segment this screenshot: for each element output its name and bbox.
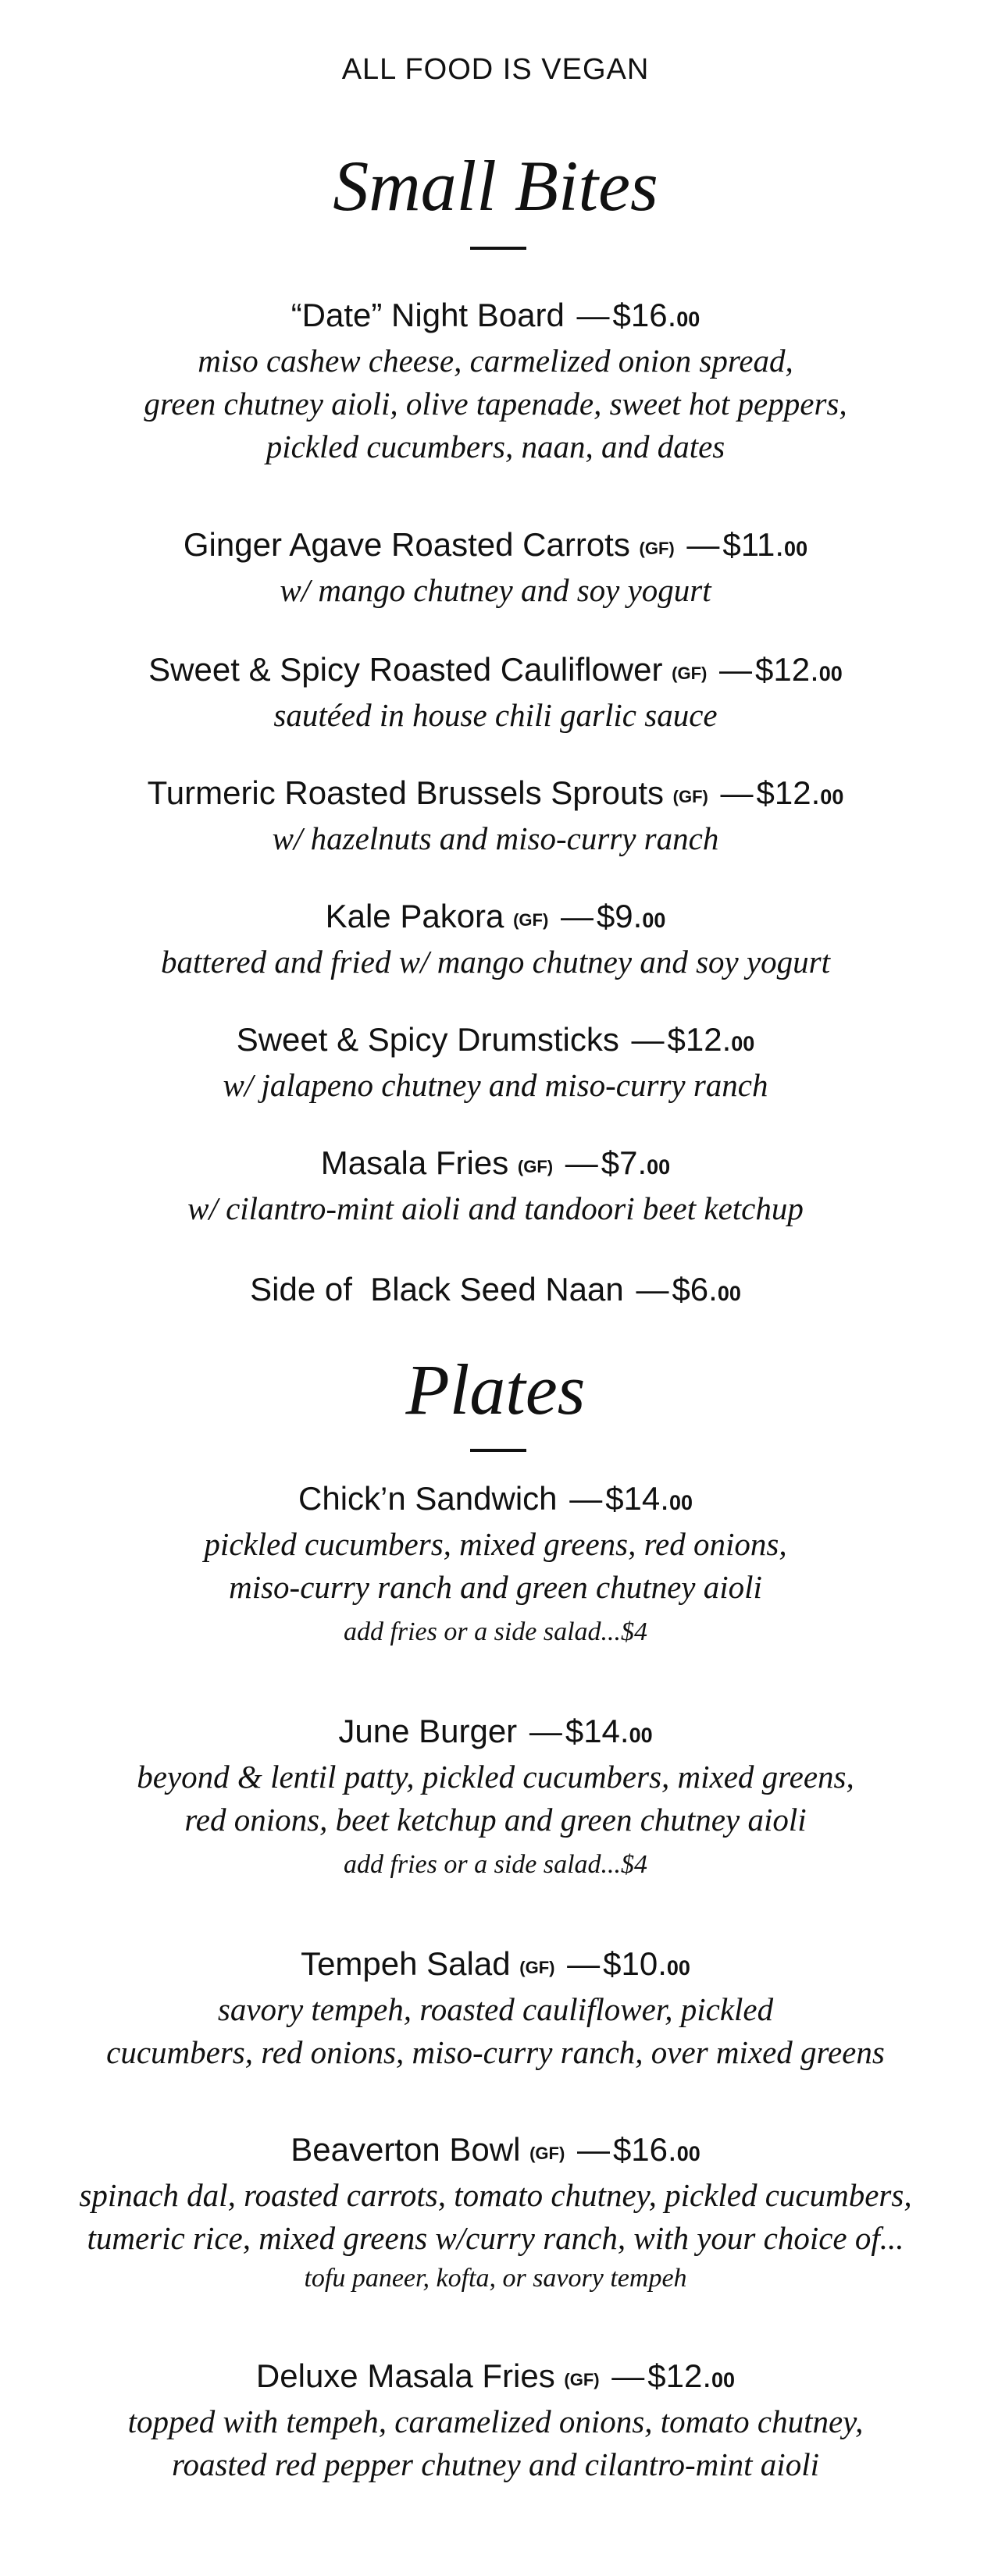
menu-item-kale-pakora [0,896,991,984]
item-price: $14. [565,1713,629,1749]
item-price-cents: 00 [818,662,843,685]
item-description-line: sautéed in house chili garlic sauce [273,697,718,733]
item-protein-choices: tofu paneer, kofta, or savory tempeh [304,2264,687,2293]
item-dash: — [611,2357,645,2394]
item-name: Tempeh Salad [301,1945,511,1982]
item-name: Masala Fries [320,1144,509,1181]
item-price-cents: 00 [676,308,700,331]
item-price: $7. [601,1144,647,1181]
gluten-free-tag: (GF) [672,664,708,683]
item-dash: — [720,774,754,811]
item-dash: — [560,898,594,934]
item-dash: — [569,1480,603,1517]
item-price: $16. [612,297,677,333]
item-description-line: roasted red pepper chutney and cilantro-mint aioli [172,2446,819,2482]
item-dash: — [576,2131,610,2168]
item-description-line: beyond & lentil patty, pickled cucumbers, mixed greens, [137,1759,854,1795]
item-description-line: w/ jalapeno chutney and miso-curry ranch [223,1067,768,1103]
item-price-cents: 00 [668,1491,693,1514]
item-price-cents: 00 [731,1032,755,1055]
item-price: $12. [756,774,821,811]
item-description-line: pickled cucumbers, mixed greens, red onions, [204,1526,787,1562]
item-price-cents: 00 [642,909,666,932]
item-description-line: w/ cilantro-mint aioli and tandoori beet ketchup [187,1190,804,1226]
menu-item-beaverton-bowl [0,2129,991,2297]
item-heading [0,2129,991,2174]
item-dash: — [565,1144,598,1181]
item-price-cents: 00 [711,2368,736,2392]
menu-item-sweet-spicy-drumsticks [0,1019,991,1107]
item-price-cents: 00 [784,537,808,560]
item-description-line: pickled cucumbers, naan, and dates [266,429,725,464]
menu-item-june-burger [0,1711,991,1884]
item-heading [0,1711,991,1756]
item-heading [0,295,991,340]
menu-item-side-of-black-seed-naan [0,1269,991,1314]
menu-item-date-night-board [0,295,991,468]
item-description-line: green chutney aioli, olive tapenade, sweet hot peppers, [144,386,847,422]
gluten-free-tag: (GF) [529,2144,565,2163]
item-dash: — [719,651,753,688]
item-price: $12. [647,2357,712,2394]
item-heading [0,1944,991,1988]
item-price: $12. [755,651,819,688]
item-description-line: w/ hazelnuts and miso-curry ranch [272,820,719,856]
item-heading [0,1019,991,1064]
section-divider [470,247,526,250]
item-name: Chick’n Sandwich [298,1480,558,1517]
item-heading [0,1269,991,1314]
gluten-free-tag: (GF) [639,539,675,558]
item-price: $11. [722,526,785,563]
item-dash: — [576,297,610,333]
item-description-line: miso-curry ranch and green chutney aioli [229,1569,762,1605]
item-price: $6. [672,1271,718,1308]
item-dash: — [631,1021,665,1058]
item-price-cents: 00 [629,1724,653,1747]
menu-item-ginger-agave-roasted-carrots [0,525,991,612]
item-price-cents: 00 [676,2142,700,2165]
item-name: “Date” Night Board [291,297,565,333]
menu-item-chickn-sandwich [0,1478,991,1651]
item-description-line: red onions, beet ketchup and green chutney aioli [184,1802,807,1838]
item-name: Sweet & Spicy Roasted Cauliflower [148,651,663,688]
item-dash: — [636,1271,669,1308]
section-divider [470,1449,526,1452]
item-description-line: savory tempeh, roasted cauliflower, pickled [217,1991,774,2027]
item-description-line: miso cashew cheese, carmelized onion spread, [198,343,793,379]
item-dash: — [567,1945,601,1982]
item-price: $10. [603,1945,667,1982]
item-heading [0,773,991,817]
gluten-free-tag: (GF) [564,2370,600,2389]
item-price-cents: 00 [647,1155,671,1179]
item-heading [0,525,991,569]
item-heading [0,649,991,694]
item-dash: — [529,1713,562,1749]
item-name: Beaverton Bowl [291,2131,521,2168]
item-name: Ginger Agave Roasted Carrots [183,526,630,563]
menu-item-sweet-spicy-roasted-cauliflower [0,649,991,737]
item-add-on-note: add fries or a side salad...$4 [343,1617,648,1646]
item-price: $12. [667,1021,732,1058]
section-title-small-bites: Small Bites [333,146,658,226]
item-description-line: spinach dal, roasted carrots, tomato chutney, pickled cucumbers, [79,2177,912,2213]
item-name: June Burger [338,1713,518,1749]
menu-item-turmeric-roasted-brussels-sprouts [0,773,991,860]
item-heading [0,1143,991,1187]
item-heading [0,2356,991,2400]
item-name: Turmeric Roasted Brussels Sprouts [147,774,664,811]
item-heading [0,1478,991,1523]
vegan-notice: ALL FOOD IS VEGAN [341,53,650,86]
item-price: $9. [596,898,643,934]
item-description-line: topped with tempeh, caramelized onions, tomato chutney, [127,2403,864,2439]
item-price-cents: 00 [717,1282,741,1305]
item-name: Deluxe Masala Fries [255,2357,555,2394]
item-heading [0,896,991,941]
item-description-line: battered and fried w/ mango chutney and soy yogurt [160,944,831,980]
item-price-cents: 00 [666,1956,690,1980]
item-price: $14. [605,1480,669,1517]
menu-item-masala-fries [0,1143,991,1230]
item-add-on-note: add fries or a side salad...$4 [343,1850,648,1879]
gluten-free-tag: (GF) [517,1157,554,1176]
item-price: $16. [612,2131,677,2168]
gluten-free-tag: (GF) [513,910,549,930]
item-description-line: tumeric rice, mixed greens w/curry ranch, with your choice of... [87,2220,904,2256]
item-name: Kale Pakora [325,898,504,934]
menu-item-deluxe-masala-fries [0,2356,991,2486]
item-description-line: cucumbers, red onions, miso-curry ranch, over mixed greens [106,2034,885,2070]
gluten-free-tag: (GF) [519,1958,555,1977]
item-dash: — [686,526,720,563]
menu-item-tempeh-salad [0,1944,991,2074]
item-description-line: w/ mango chutney and soy yogurt [280,572,711,608]
section-title-plates: Plates [405,1350,586,1429]
item-name: Sweet & Spicy Drumsticks [236,1021,619,1058]
item-price-cents: 00 [820,785,844,809]
item-name: Side of Black Seed Naan [250,1271,624,1308]
gluten-free-tag: (GF) [672,787,708,806]
